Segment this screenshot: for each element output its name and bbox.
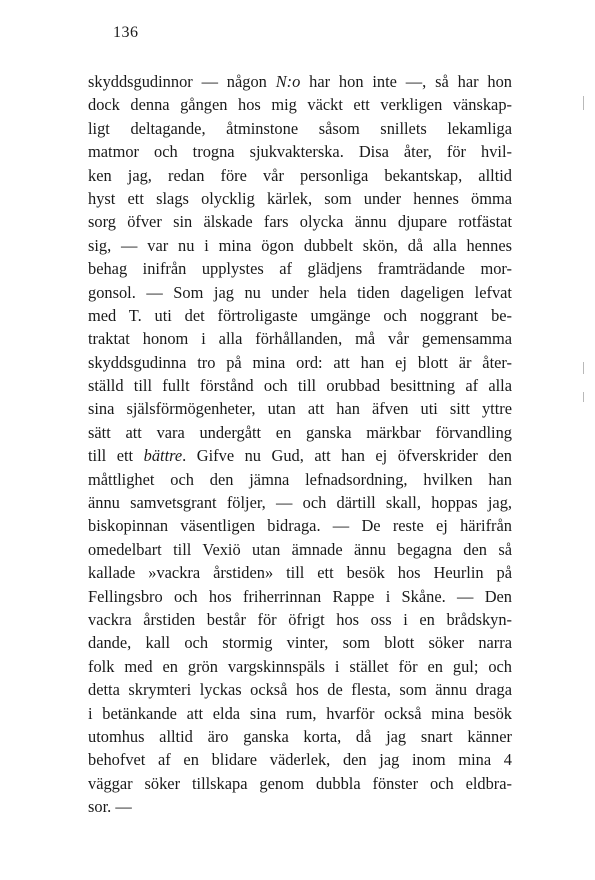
text-line: behag inifrån upplystes af glädjens framträdande mor-	[88, 259, 512, 279]
text-line: till ett bättre. Gifve nu Gud, att han ej öfverskrider den	[88, 446, 512, 466]
text-line: i betänkande att elda sina rum, hvarför också mina besök	[88, 703, 512, 723]
margin-mark-3	[583, 392, 584, 402]
text-line: behofvet af en blidare väderlek, den jag inom mina 4	[88, 750, 512, 770]
text-line: kallade »vackra årstiden» till ett besök hos Heurlin på	[88, 563, 512, 583]
margin-mark-1	[583, 96, 584, 110]
text-line: folk med en grön vargskinnspäls i stället för en gul; och	[88, 656, 512, 676]
text-line: hyst ett slags olycklig kärlek, som under hennes ömma	[88, 188, 512, 208]
text-line: väggar söker tillskapa genom dubbla fönster och eldbra-	[88, 773, 512, 793]
text-line: Fellingsbro och hos friherrinnan Rappe i Skåne. — Den	[88, 586, 512, 606]
text-line: med T. uti det förtroligaste umgänge och noggrant be-	[88, 305, 512, 325]
text-line: traktat honom i alla förhållanden, må vår gemensamma	[88, 329, 512, 349]
text-line: ken jag, redan före vår personliga bekantskap, alltid	[88, 165, 512, 185]
text-line: skyddsgudinnor — någon N:o har hon inte —, så har hon	[88, 72, 512, 91]
text-line: sina själsförmögenheter, utan att han äfven uti sitt yttre	[88, 399, 512, 419]
margin-mark-2	[583, 362, 584, 374]
text-line: ligt deltagande, åtminstone såsom snillets lekamliga	[88, 118, 512, 138]
text-line: ställd till fullt förstånd och till orubbad besittning af alla	[88, 376, 512, 396]
text-line: sor. —	[88, 797, 132, 817]
text-line: skyddsgudinna tro på mina ord: att han ej blott är åter-	[88, 352, 512, 372]
text-line: måttlighet och den jämna lefnadsordning, hvilken han	[88, 469, 512, 489]
emphasis: bättre	[143, 446, 183, 466]
text-line: omedelbart till Vexiö utan ämnade ännu begagna den så	[88, 539, 512, 559]
text-line: utomhus alltid äro ganska korta, då jag snart känner	[88, 726, 512, 746]
emphasis: N:o	[275, 72, 301, 91]
text-line: dande, kall och stormig vinter, som blott söker narra	[88, 633, 512, 653]
text-line: detta skrymteri lyckas också hos de flesta, som ännu draga	[88, 680, 512, 700]
page-number: 136	[113, 24, 139, 41]
text-body	[88, 70, 512, 819]
text-line: matmor och trogna sjukvakterska. Disa åter, för hvil-	[88, 142, 512, 162]
text-line: sätt att vara undergått en ganska märkbar förvandling	[88, 422, 512, 442]
text-line: sorg öfver sin älskade fars olycka ännu djupare rotfästat	[88, 212, 512, 232]
text-line: vackra årstiden består för öfrigt hos oss i en brådskyn-	[88, 609, 512, 629]
text-line: gonsol. — Som jag nu under hela tiden dageligen lefvat	[88, 282, 512, 302]
text-line: biskopinnan väsentligen bidraga. — De reste ej härifrån	[88, 516, 512, 536]
text-line: ännu samvetsgrant följer, — och därtill skall, hoppas jag,	[88, 493, 512, 513]
text-line: sig, — var nu i mina ögon dubbelt skön, då alla hennes	[88, 235, 512, 255]
text-line: dock denna gången hos mig väckt ett verkligen vänskap-	[88, 95, 512, 115]
